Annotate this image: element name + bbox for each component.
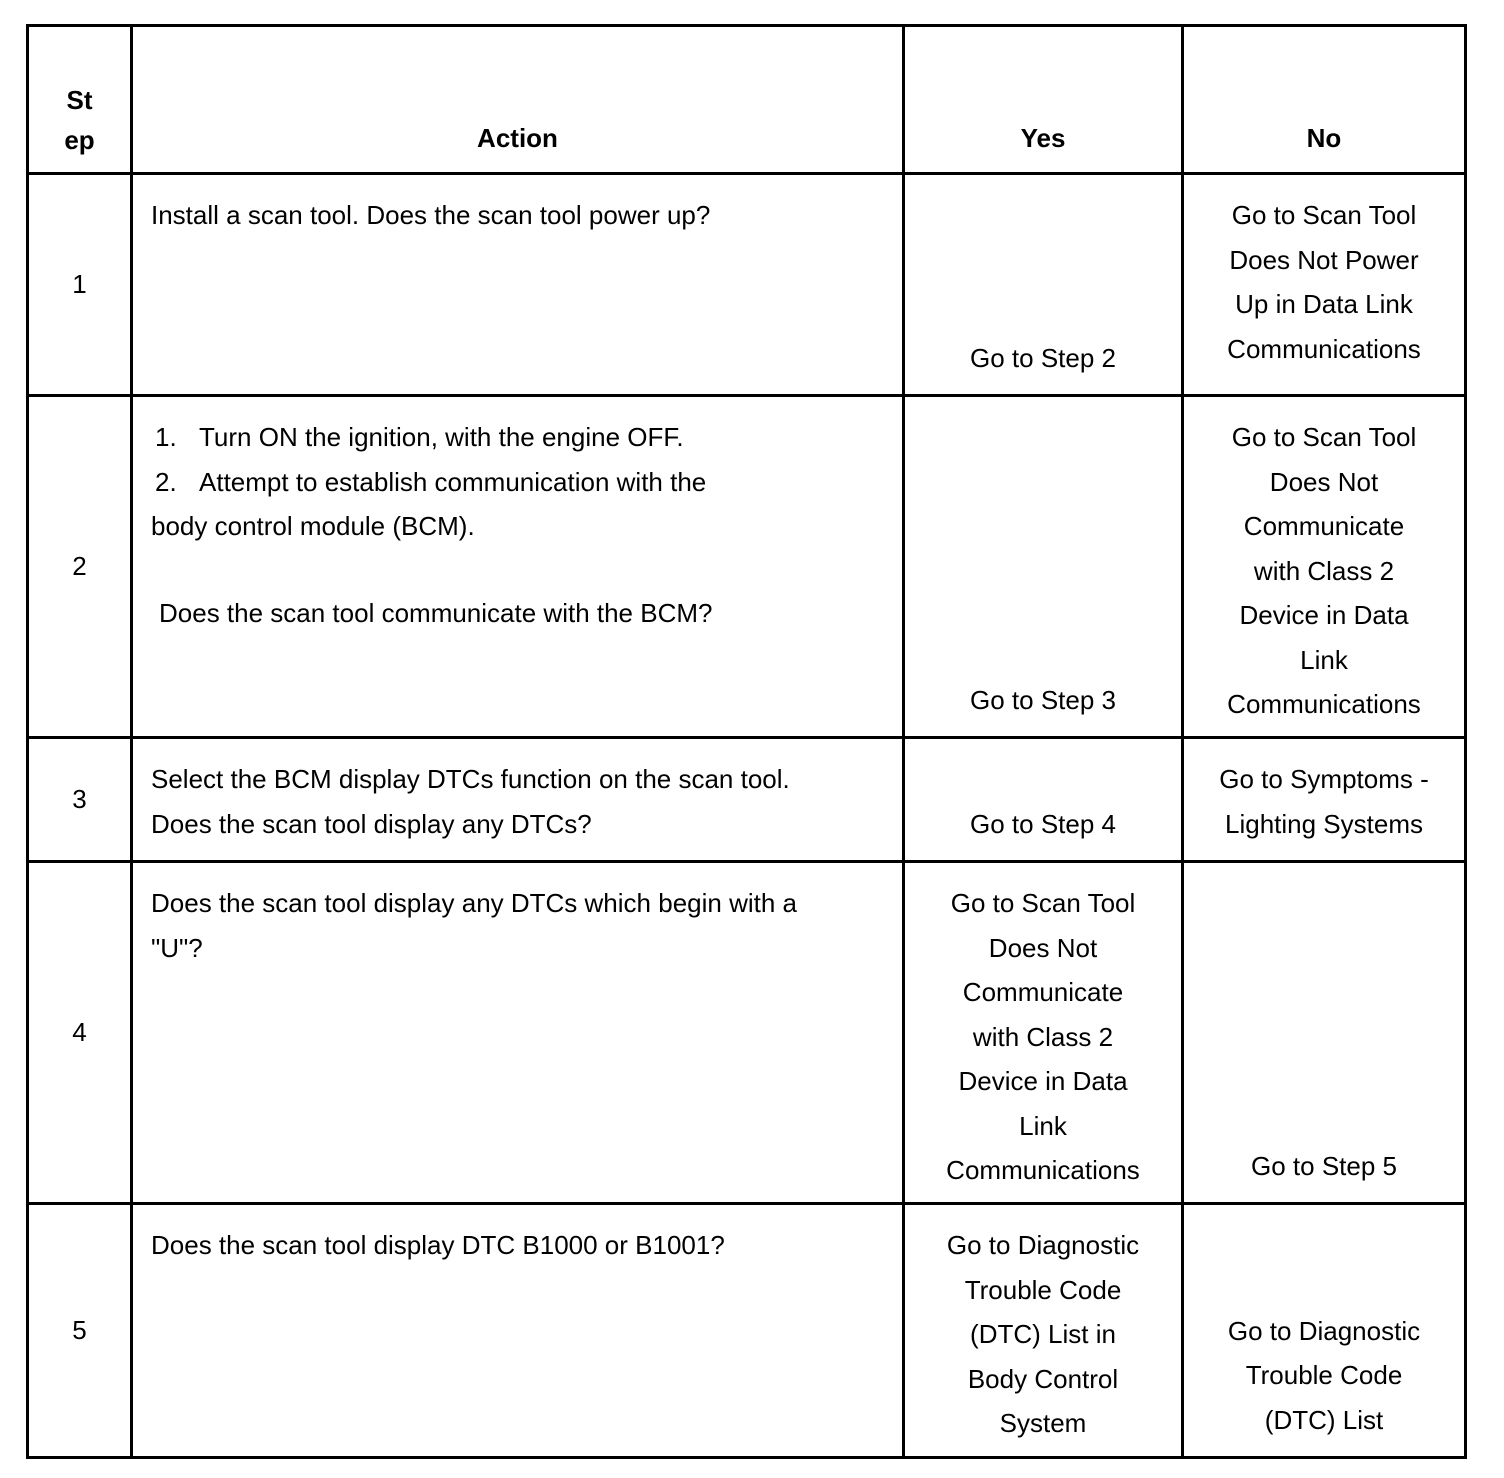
table-row <box>28 1204 1466 1458</box>
step-number: 3 <box>28 738 132 862</box>
table-row <box>28 862 1466 1204</box>
action-cell: 1. Turn ON the ignition, with the engine OFF. 2. Attempt to establish communication with the body control module (BCM). Does the scan tool communicate with the BCM? <box>132 396 904 738</box>
step-number: 4 <box>28 862 132 1204</box>
no-cell: Go to Symptoms - Lighting Systems <box>1183 738 1466 862</box>
header-yes: Yes <box>904 26 1183 174</box>
no-cell: Go to Diagnostic Trouble Code (DTC) List <box>1183 1204 1466 1458</box>
yes-cell: Go to Step 3 <box>904 396 1183 738</box>
action-cell: Does the scan tool display DTC B1000 or B1001? <box>132 1204 904 1458</box>
table-row <box>28 174 1466 396</box>
no-cell: Go to Step 5 <box>1183 862 1466 1204</box>
diagnostic-table <box>26 24 1467 1459</box>
header-action: Action <box>132 26 904 174</box>
yes-cell: Go to Scan Tool Does Not Communicate with Class 2 Device in Data Link Communications <box>904 862 1183 1204</box>
yes-cell: Go to Step 4 <box>904 738 1183 862</box>
action-cell: Does the scan tool display any DTCs which begin with a "U"? <box>132 862 904 1204</box>
yes-cell: Go to Diagnostic Trouble Code (DTC) List in Body Control System <box>904 1204 1183 1458</box>
no-cell: Go to Scan Tool Does Not Communicate with Class 2 Device in Data Link Communications <box>1183 396 1466 738</box>
header-row <box>28 26 1466 174</box>
table-row <box>28 738 1466 862</box>
no-cell: Go to Scan Tool Does Not Power Up in Data Link Communications <box>1183 174 1466 396</box>
header-step: St ep <box>28 26 132 174</box>
list-item: 1. Turn ON the ignition, with the engine OFF. <box>155 422 684 452</box>
table-row <box>28 396 1466 738</box>
header-no: No <box>1183 26 1466 174</box>
action-cell: Select the BCM display DTCs function on the scan tool. Does the scan tool display any DTCs? <box>132 738 904 862</box>
step-number: 1 <box>28 174 132 396</box>
step-number: 5 <box>28 1204 132 1458</box>
action-cell: Install a scan tool. Does the scan tool power up? <box>132 174 904 396</box>
list-item: 2. Attempt to establish communication with the <box>155 466 707 497</box>
yes-cell: Go to Step 2 <box>904 174 1183 396</box>
step-number: 2 <box>28 396 132 738</box>
